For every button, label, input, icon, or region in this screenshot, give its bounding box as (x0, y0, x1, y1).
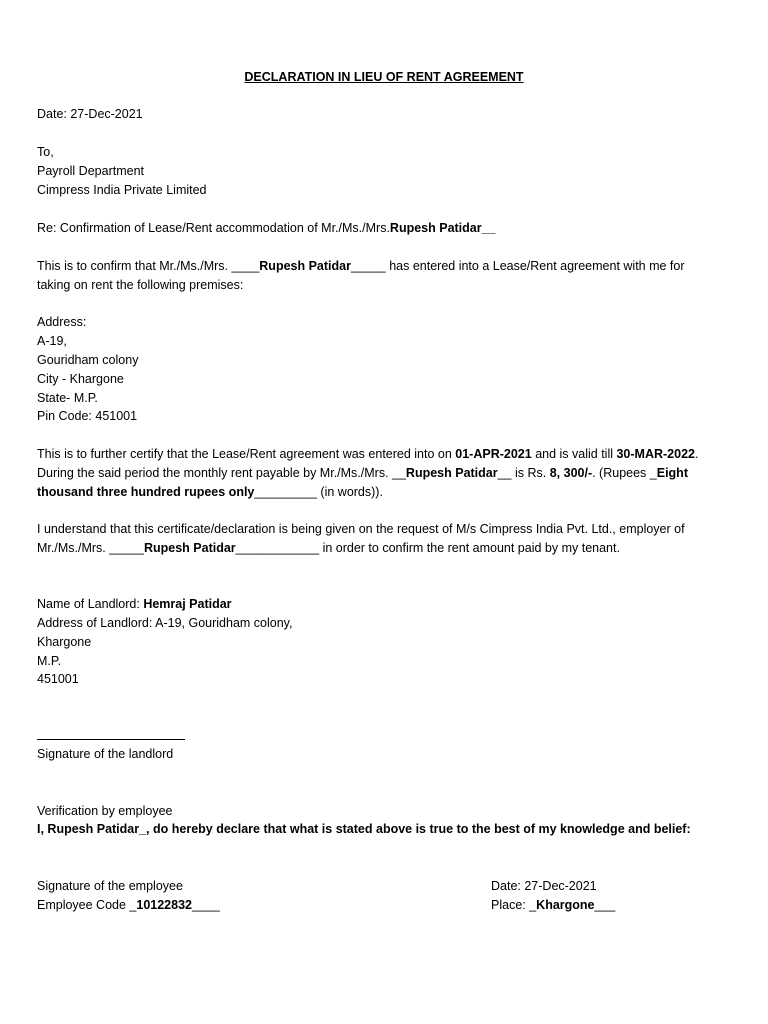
verification-heading: Verification by employee (37, 804, 173, 818)
certify-text-a: This is to further certify that the Lease/Rent agreement was entered into on (37, 447, 456, 461)
landlord-address-2: Khargone (37, 635, 92, 649)
recipient-department: Payroll Department (37, 164, 144, 178)
rent-text-a: During the said period the monthly rent payable by Mr./Ms./Mrs. __ (37, 466, 406, 480)
employee-place-prefix: Place: _ (491, 898, 537, 912)
landlord-signature-line (37, 739, 185, 740)
rent-tenant-name: Rupesh Patidar (405, 466, 498, 480)
verification-text-a: I, (37, 822, 48, 836)
understand-paragraph-line1: I understand that this certificate/declaration is being given on the request of M/s Cimpress India Pvt. Ltd., employer of (37, 522, 685, 536)
lease-start-date: 01-APR-2021 (455, 447, 532, 461)
verification-statement (37, 822, 691, 837)
landlord-name-label: Name of Landlord: (37, 597, 144, 611)
declaration-date: Date: 27-Dec-2021 (37, 107, 143, 121)
certify-text-c: . (695, 447, 699, 461)
rent-words-suffix: _________ (in words)). (254, 485, 383, 499)
employee-place: Khargone (536, 898, 595, 912)
subject-suffix: __ (481, 221, 496, 235)
certify-paragraph-line1 (37, 447, 698, 462)
employee-code-suffix: ____ (192, 898, 220, 912)
landlord-signature-label: Signature of the landlord (37, 747, 174, 761)
verification-text-b: _, do hereby declare that what is stated above is true to the best of my knowledge and belief: (139, 822, 691, 836)
address-line-2: Gouridham colony (37, 353, 139, 367)
landlord-address-1: Address of Landlord: A-19, Gouridham colony, (37, 616, 293, 630)
landlord-address-3: M.P. (37, 654, 62, 668)
employee-place-line (491, 898, 615, 913)
understand-tenant-name: Rupesh Patidar (143, 541, 236, 555)
rent-words-part1: Eight (656, 466, 688, 480)
recipient-to: To, (37, 145, 54, 159)
address-label: Address: (37, 315, 87, 329)
certify-paragraph-line2 (37, 466, 688, 481)
employee-signature-label: Signature of the employee (37, 879, 183, 893)
subject-line (37, 221, 496, 236)
tenant-name: Rupesh Patidar (259, 259, 351, 273)
understand-text-a: Mr./Ms./Mrs. _____ (37, 541, 144, 555)
confirm-paragraph-line1 (37, 259, 685, 274)
recipient-company: Cimpress India Private Limited (37, 183, 207, 197)
rent-amount: 8, 300/- (549, 466, 593, 480)
verification-employee-name: Rupesh Patidar (47, 822, 140, 836)
address-line-1: A-19, (37, 334, 67, 348)
rent-text-b: __ is Rs. (497, 466, 550, 480)
certify-text-b: and is valid till (531, 447, 617, 461)
employee-code-prefix: Employee Code _ (37, 898, 137, 912)
rent-text-c: . (Rupees _ (592, 466, 657, 480)
subject-name: Rupesh Patidar (389, 221, 482, 235)
landlord-address-4: 451001 (37, 672, 79, 686)
confirm-paragraph-line2: taking on rent the following premises: (37, 278, 244, 292)
address-line-3: City - Khargone (37, 372, 124, 386)
employee-code-line (37, 898, 220, 913)
landlord-name-line (37, 597, 232, 612)
confirm-text-b: _____ has entered into a Lease/Rent agreement with me for (350, 259, 685, 273)
understand-text-b: ____________ in order to confirm the rent amount paid by my tenant. (235, 541, 620, 555)
lease-end-date: 30-MAR-2022 (616, 447, 695, 461)
rent-words-part2: thousand three hundred rupees only (37, 485, 255, 499)
certify-paragraph-line3 (37, 485, 383, 500)
employee-date: Date: 27-Dec-2021 (491, 879, 597, 893)
landlord-name: Hemraj Patidar (143, 597, 232, 611)
address-line-4: State- M.P. (37, 391, 98, 405)
subject-prefix: Re: Confirmation of Lease/Rent accommodation of Mr./Ms./Mrs. (37, 221, 390, 235)
address-line-5: Pin Code: 451001 (37, 409, 138, 423)
document-title: DECLARATION IN LIEU OF RENT AGREEMENT (244, 70, 524, 84)
understand-paragraph-line2 (37, 541, 620, 556)
confirm-text-a: This is to confirm that Mr./Ms./Mrs. ____ (37, 259, 260, 273)
employee-place-suffix: ___ (594, 898, 616, 912)
employee-code: 10122832 (136, 898, 192, 912)
